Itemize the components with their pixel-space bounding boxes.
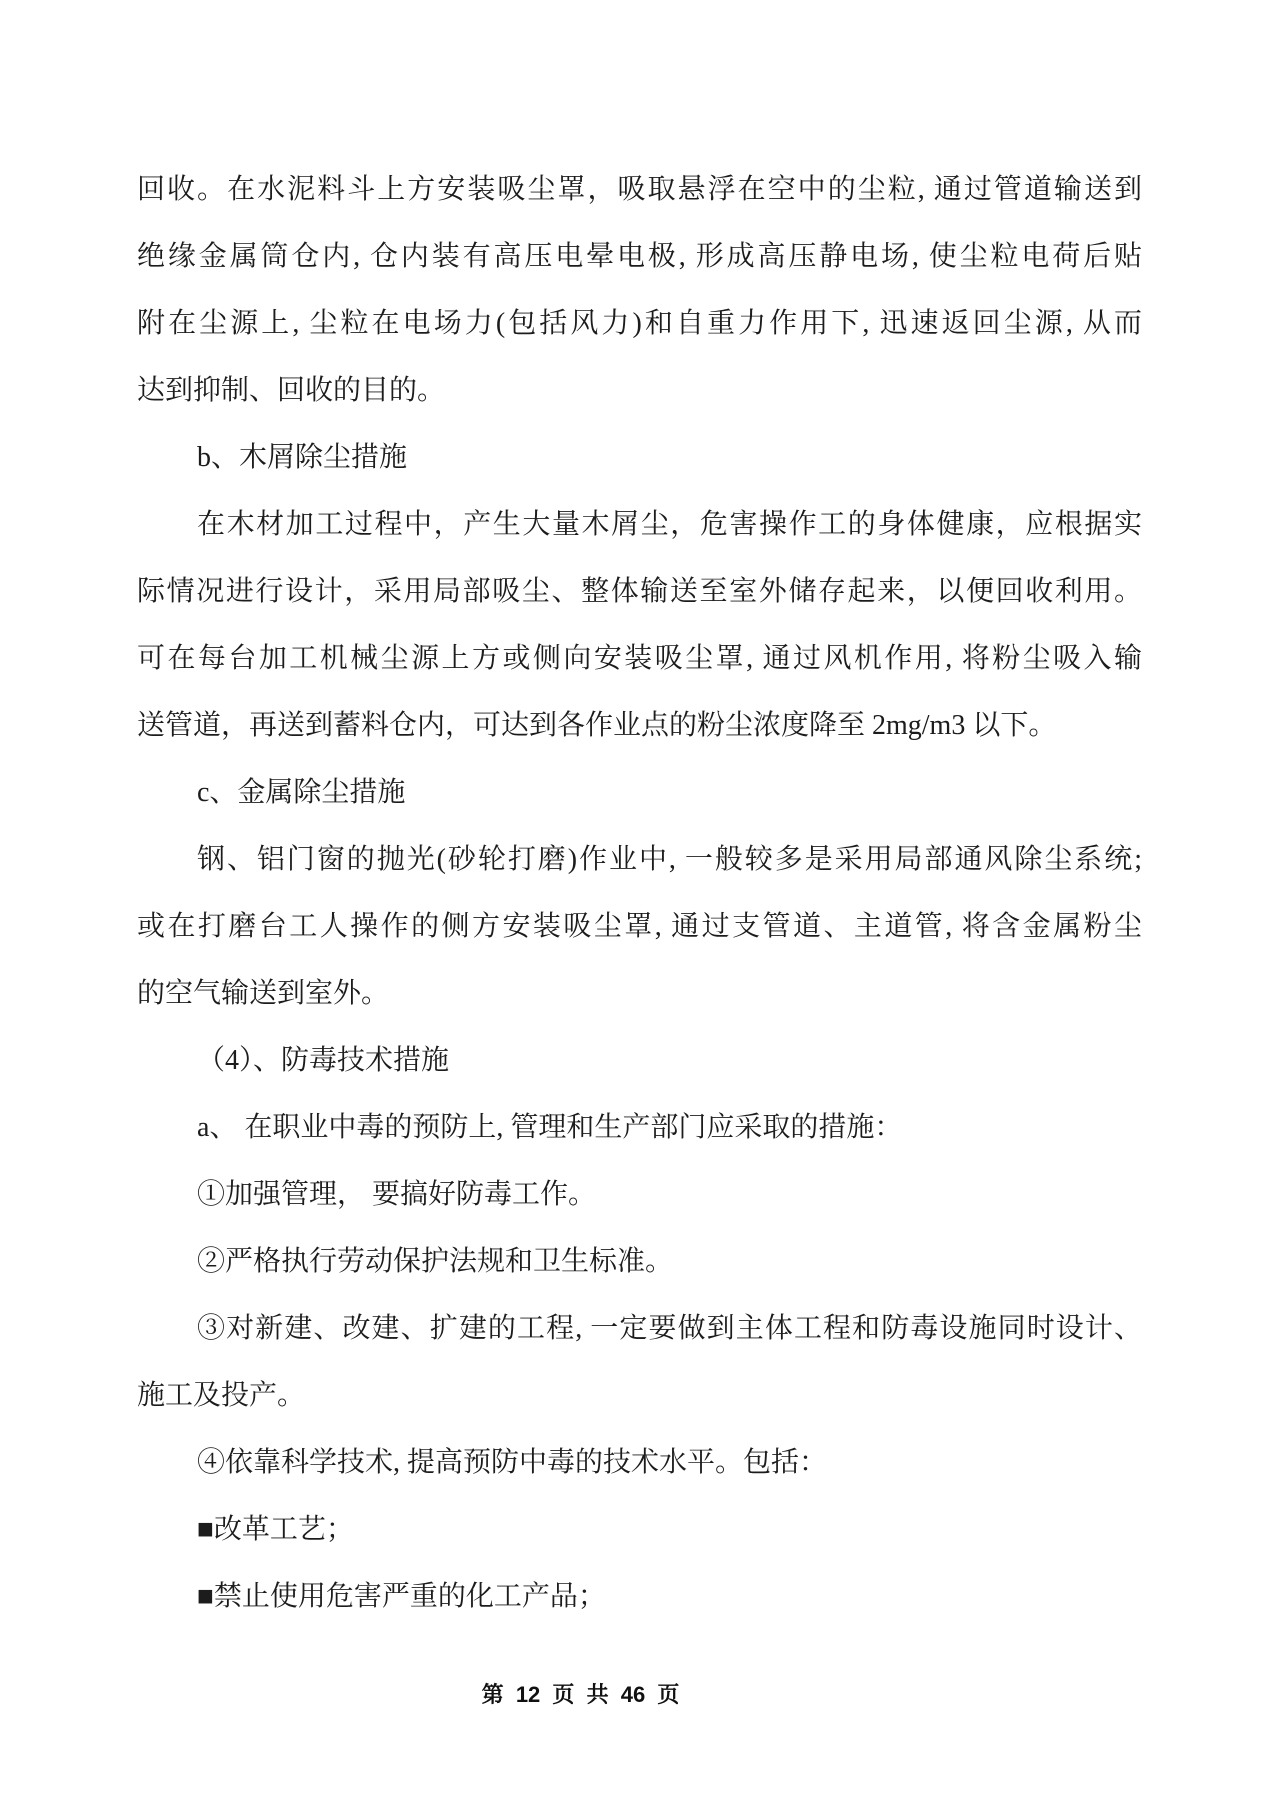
footer-page-label: 页 (657, 1682, 680, 1707)
document-body (137, 156, 1142, 1630)
doc-line: 送管道，再送到蓄料仓内，可达到各作业点的粉尘浓度降至 2mg/m3 以下。 (137, 710, 1057, 741)
doc-line: 际情况进行设计，采用局部吸尘、整体输送至室外储存起来，以便回收利用。 (137, 576, 1142, 607)
doc-line: （4）、防毒技术措施 (197, 1045, 450, 1076)
doc-line: c、金属除尘措施 (197, 777, 406, 808)
doc-line: ④依靠科学技术, 提高预防中毒的技术水平。包括： (197, 1447, 828, 1478)
doc-line: ②严格执行劳动保护法规和卫生标准。 (197, 1246, 674, 1277)
doc-line: ①加强管理， 要搞好防毒工作。 (197, 1179, 597, 1210)
doc-line: b、木屑除尘措施 (197, 442, 408, 473)
doc-line: 施工及投产。 (137, 1380, 306, 1411)
doc-line: 或在打磨台工人操作的侧方安装吸尘罩, 通过支管道、主道管, 将含金属粉尘 (137, 911, 1142, 942)
doc-line: 附在尘源上, 尘粒在电场力(包括风力)和自重力作用下, 迅速返回尘源, 从而 (137, 308, 1142, 339)
total-pages: 46 (620, 1682, 646, 1707)
doc-line: a、 在职业中毒的预防上, 管理和生产部门应采取的措施： (197, 1112, 903, 1143)
doc-line: ■禁止使用危害严重的化工产品； (197, 1581, 606, 1612)
footer-total-label: 共 (586, 1682, 609, 1707)
doc-line: 在木材加工过程中，产生大量木屑尘，危害操作工的身体健康，应根据实 (197, 509, 1142, 540)
page-number: 12 (515, 1682, 541, 1707)
doc-line: 可在每台加工机械尘源上方或侧向安装吸尘罩, 通过风机作用, 将粉尘吸入输 (137, 643, 1142, 674)
doc-line: ③对新建、改建、扩建的工程, 一定要做到主体工程和防毒设施同时设计、 (197, 1313, 1142, 1344)
doc-line: 达到抑制、回收的目的。 (137, 375, 446, 406)
doc-line: 回收。在水泥料斗上方安装吸尘罩，吸取悬浮在空中的尘粒, 通过管道输送到 (137, 174, 1142, 205)
footer-page-label: 页 (552, 1682, 575, 1707)
doc-line: ■改革工艺； (197, 1514, 354, 1545)
footer-prefix: 第 (481, 1682, 504, 1707)
doc-line: 钢、铝门窗的抛光(砂轮打磨)作业中, 一般较多是采用局部通风除尘系统; (197, 844, 1142, 875)
doc-line: 绝缘金属筒仓内, 仓内装有高压电晕电极, 形成高压静电场, 使尘粒电荷后贴 (137, 241, 1142, 272)
doc-line: 的空气输送到室外。 (137, 978, 390, 1009)
page-footer (0, 1678, 1161, 1712)
